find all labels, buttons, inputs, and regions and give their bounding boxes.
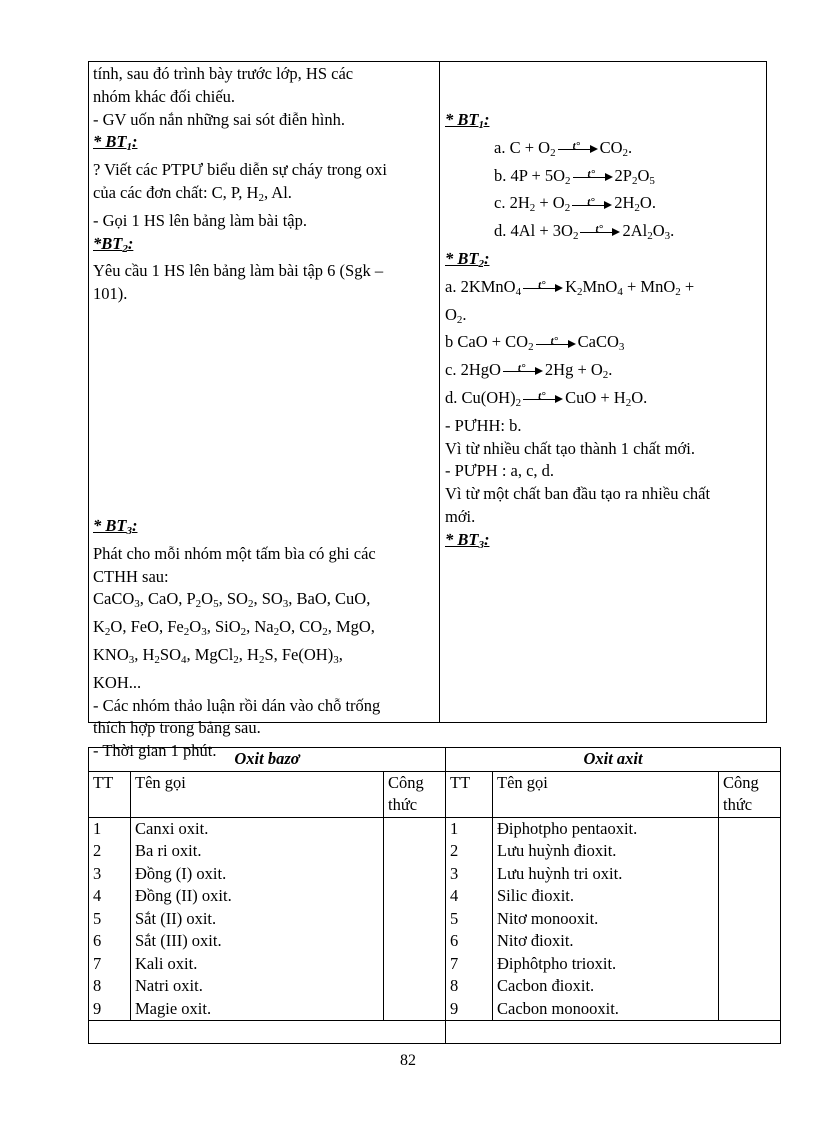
empty-footer-left [89, 1021, 446, 1044]
col-name-left: Tên gọi [131, 771, 384, 817]
base-number: 2 [89, 840, 131, 863]
base-number: 9 [89, 998, 131, 1021]
base-name: Canxi oxit. [131, 817, 384, 840]
base-number: 6 [89, 930, 131, 953]
arrow-label: t° [538, 390, 546, 403]
table-row [89, 930, 781, 953]
acidic-oxide-title: Oxit axit [446, 748, 781, 772]
equation-reactants: c. $2H_2 + O_2$ [494, 193, 571, 215]
text-line: nhóm khác đối chiếu. [93, 86, 236, 106]
equation-continuation: $O_2$. [445, 304, 467, 326]
page-number: 82 [400, 1052, 416, 1069]
text-line: Vì từ một chất ban đầu tạo ra nhiều chất [445, 484, 711, 504]
equation-products: $2H_2O$. [614, 193, 656, 215]
heat-arrow-icon [573, 167, 613, 182]
acid-name: Lưu huỳnh đioxit. [493, 840, 719, 863]
base-formula [384, 863, 446, 886]
base-name: Đồng (I) oxit. [131, 863, 384, 886]
equation [445, 331, 766, 359]
equation-reactants: d. $4Al + 3O_2$ [494, 221, 579, 243]
equation-reactants: a. $C + O_2$ [494, 137, 556, 159]
text-line: CTHH sau: [93, 566, 169, 586]
equation-products: $2Al_2O_3$. [622, 221, 675, 243]
text-line: - Thời gian 1 phút. [93, 741, 217, 761]
text-line: ? Viết các PTPƯ biểu diễn sự cháy trong oxi [93, 160, 388, 180]
table-row [89, 908, 781, 931]
text-line: $K_2O$, FeO, $Fe_2O_3$, SiO$_2$, $Na_2O$, $CO_2$, MgO, [93, 617, 375, 639]
acid-name: Điphotpho pentaoxit. [493, 817, 719, 840]
acid-name: Cacbon monooxit. [493, 998, 719, 1021]
text-line: - Gọi 1 HS lên bảng làm bài tập. [93, 210, 308, 230]
equation-products: $K_2MnO_4 + MnO_2$ + [565, 276, 695, 298]
text-line: CaCO$_3$, CaO, $P_2O_5$, $SO_2$, $SO_3$, BaO, CuO, [93, 589, 371, 611]
base-formula [384, 998, 446, 1021]
base-name: Natri oxit. [131, 975, 384, 998]
acid-formula [719, 863, 781, 886]
acid-formula [719, 840, 781, 863]
equation [445, 387, 766, 415]
text-line: 101). [93, 284, 128, 304]
text-line: mới. [445, 506, 476, 526]
equation [445, 359, 766, 387]
arrow-label: t° [517, 362, 526, 375]
table-row [89, 817, 781, 840]
base-number: 7 [89, 953, 131, 976]
acid-formula [719, 930, 781, 953]
oxide-classification-table [88, 747, 781, 1044]
table-row [89, 863, 781, 886]
equation-products: $2Hg + O_2$. [544, 360, 613, 382]
arrow-label: t° [572, 140, 581, 153]
arrow-label: t° [550, 334, 559, 347]
heat-arrow-icon [572, 195, 612, 210]
acid-number: 5 [446, 908, 493, 931]
base-number: 1 [89, 817, 131, 840]
acid-name: Nitơ monooxit. [493, 908, 719, 931]
base-formula [384, 885, 446, 908]
heat-arrow-icon [558, 140, 598, 154]
col-formula-left: Công thức [384, 771, 446, 817]
equation [445, 220, 766, 248]
text-line: thích hợp trong bảng sau. [93, 718, 261, 738]
arrow-label: t° [587, 195, 595, 208]
heat-arrow-icon [580, 223, 620, 237]
arrow-label: t° [595, 223, 603, 236]
bt1-header-left: * $BT_1$: [93, 132, 138, 154]
text-line: Yêu cầu 1 HS lên bảng làm bài tập 6 (Sgk – [93, 261, 384, 281]
basic-oxide-title: Oxit bazơ [89, 748, 446, 772]
equation [445, 276, 766, 304]
text-line: - PƯPH : a, c, d. [445, 461, 555, 481]
text-line: KOH... [93, 672, 142, 692]
base-name: Ba ri oxit. [131, 840, 384, 863]
equation [445, 192, 766, 220]
text-line: của các đơn chất: C, P, $H_2$, Al. [93, 182, 292, 204]
base-formula [384, 908, 446, 931]
base-number: 5 [89, 908, 131, 931]
col-tt-right: TT [446, 771, 493, 817]
text-line: $KNO_3$, $H_2SO_4$, MgCl$_2$, $H_2S$, $Fe(OH)_3$, [93, 644, 343, 666]
equation-products: $2P_2O_5$ [614, 165, 655, 187]
col-name-right: Tên gọi [493, 771, 719, 817]
equation-reactants: b CaO + $CO_2$ [445, 332, 534, 354]
acid-name: Silic đioxit. [493, 885, 719, 908]
col-formula-right: Công thức [719, 771, 781, 817]
table-row [89, 885, 781, 908]
bt2-header-left: $*BT_2$: [93, 233, 134, 255]
equation-reactants: d. $Cu(OH)_2$ [445, 387, 522, 409]
acid-number: 1 [446, 817, 493, 840]
text-line: tính, sau đó trình bày trước lớp, HS các [93, 64, 354, 83]
empty-footer-right [446, 1021, 781, 1044]
equation-reactants: b. $4P + 5O_2$ [494, 165, 571, 187]
table-row [89, 953, 781, 976]
student-activity-column [440, 62, 766, 722]
base-number: 4 [89, 885, 131, 908]
table-row [89, 975, 781, 998]
acid-number: 2 [446, 840, 493, 863]
acid-number: 9 [446, 998, 493, 1021]
bt2-header-right: * $BT_2$: [445, 248, 490, 270]
acid-number: 7 [446, 953, 493, 976]
acid-name: Điphôtpho trioxit. [493, 953, 719, 976]
base-name: Sắt (II) oxit. [131, 908, 384, 931]
equation-reactants: a. 2KMnO$_4$ [445, 276, 522, 298]
heat-arrow-icon [536, 334, 576, 349]
base-number: 8 [89, 975, 131, 998]
base-formula [384, 953, 446, 976]
base-number: 3 [89, 863, 131, 886]
acid-name: Nitơ đioxit. [493, 930, 719, 953]
bt3-header-left: * $BT_3$: [93, 515, 138, 537]
base-name: Đồng (II) oxit. [131, 885, 384, 908]
acid-number: 6 [446, 930, 493, 953]
acid-formula [719, 885, 781, 908]
base-name: Magie oxit. [131, 998, 384, 1021]
base-name: Kali oxit. [131, 953, 384, 976]
acid-formula [719, 975, 781, 998]
heat-arrow-icon [523, 279, 563, 293]
acid-number: 3 [446, 863, 493, 886]
acid-number: 8 [446, 975, 493, 998]
base-formula [384, 817, 446, 840]
acid-formula [719, 998, 781, 1021]
equation-products: CuO + $H_2O$. [565, 387, 648, 409]
text-line: Vì từ nhiều chất tạo thành 1 chất mới. [445, 438, 695, 458]
equation [445, 137, 766, 165]
heat-arrow-icon [503, 362, 543, 376]
bt1-header-right: * $BT_1$: [445, 110, 490, 131]
base-formula [384, 930, 446, 953]
arrow-label: t° [587, 167, 596, 180]
arrow-label: t° [538, 279, 546, 291]
table-row [89, 998, 781, 1021]
acid-formula [719, 817, 781, 840]
table-row [89, 840, 781, 863]
text-line: - GV uốn nắn những sai sót điễn hình. [93, 109, 345, 129]
acid-number: 4 [446, 885, 493, 908]
equation [445, 165, 766, 193]
acid-name: Lưu huỳnh tri oxit. [493, 863, 719, 886]
text-line: Phát cho mỗi nhóm một tấm bìa có ghi các [93, 543, 376, 563]
col-tt-left: TT [89, 771, 131, 817]
acid-formula [719, 908, 781, 931]
base-formula [384, 840, 446, 863]
equation-products: CaCO$_3$ [577, 332, 625, 354]
heat-arrow-icon [523, 390, 563, 404]
text-line: - Các nhóm thảo luận rồi dán vào chỗ trống [93, 695, 381, 715]
equation-reactants: c. 2HgO [445, 360, 501, 380]
equation-products: $CO_2$. [599, 137, 633, 159]
acid-name: Cacbon đioxit. [493, 975, 719, 998]
base-name: Sắt (III) oxit. [131, 930, 384, 953]
bt3-header-right: * $BT_3$: [445, 529, 490, 551]
text-line: - PƯHH: b. [445, 415, 522, 435]
base-formula [384, 975, 446, 998]
acid-formula [719, 953, 781, 976]
